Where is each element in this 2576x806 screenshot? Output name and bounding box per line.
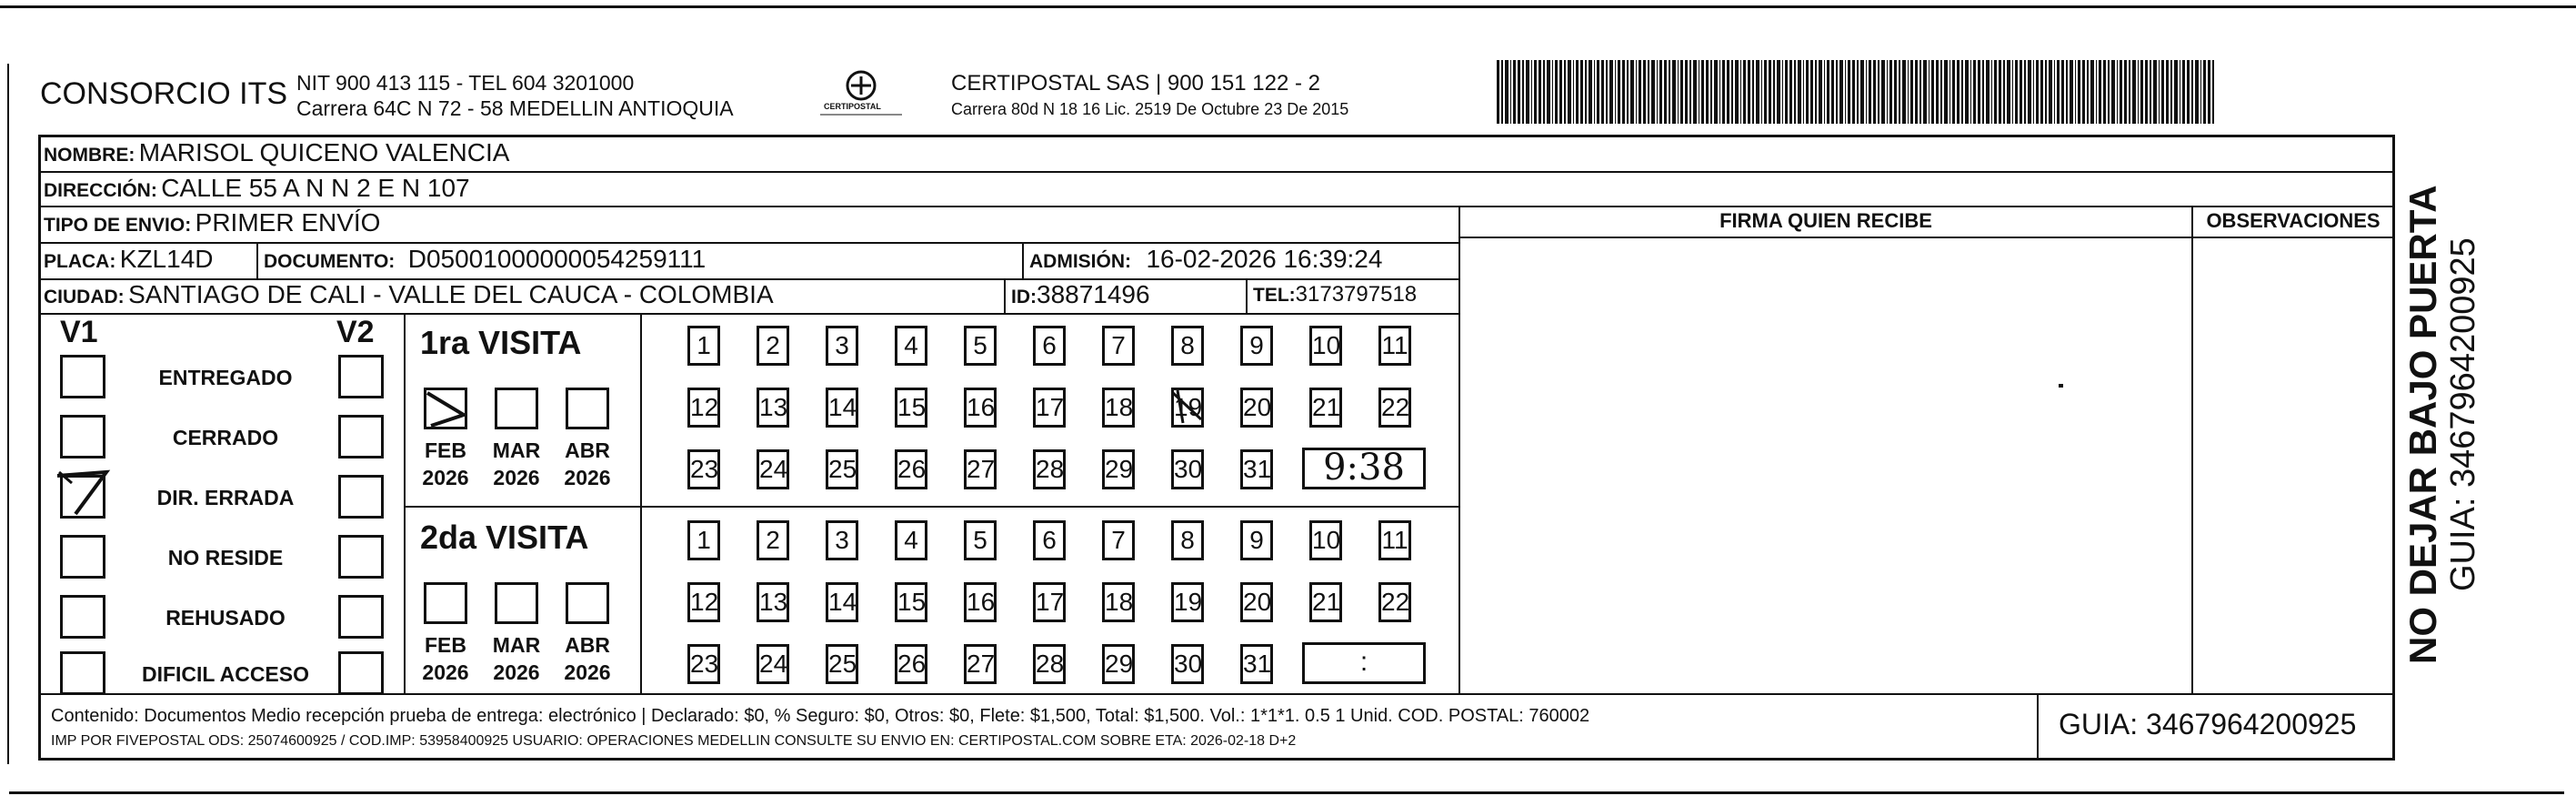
row-line-2 [38, 206, 2395, 207]
month-year: 2026 [493, 660, 540, 684]
day-box[interactable]: 31 [1240, 644, 1273, 684]
day-box[interactable]: 28 [1033, 644, 1066, 684]
day-box[interactable]: 24 [757, 449, 789, 489]
day-box[interactable]: 16 [964, 388, 997, 428]
documento-value: D05001000000054259111 [407, 245, 707, 273]
no-dejar-bajo-puerta: NO DEJAR BAJO PUERTA [2401, 185, 2444, 664]
id-divider [1004, 278, 1006, 313]
day-box[interactable]: 29 [1102, 449, 1135, 489]
visit-divider-line [404, 506, 1460, 508]
placa-value: KZL14D [119, 245, 214, 273]
day-box[interactable]: 11 [1378, 326, 1411, 366]
day-box[interactable]: 30 [1171, 644, 1204, 684]
company-address: Carrera 64C N 72 - 58 MEDELLIN ANTIOQUIA [296, 96, 734, 120]
ciudad-value: SANTIAGO DE CALI - VALLE DEL CAUCA - COLOMBIA [128, 280, 774, 308]
day-box[interactable]: 24 [757, 644, 789, 684]
footer-guia-divider [2037, 693, 2039, 761]
day-box[interactable]: 7 [1102, 326, 1135, 366]
day-box[interactable]: 6 [1033, 326, 1066, 366]
observaciones-right-line [2393, 206, 2395, 693]
day-box[interactable]: 1 [687, 326, 720, 366]
documento-label: DOCUMENTO: [264, 251, 396, 272]
company-name: CONSORCIO ITS [40, 76, 288, 111]
day-box[interactable]: 23 [687, 644, 720, 684]
day-box[interactable]: 19 [1171, 582, 1204, 622]
status-right-line [404, 313, 406, 693]
months-right-line [640, 313, 642, 693]
time-box[interactable]: 9:38 [1302, 448, 1426, 489]
day-box[interactable] [1171, 388, 1204, 428]
v2-checkbox-1[interactable] [338, 415, 384, 458]
day-box[interactable]: 20 [1240, 388, 1273, 428]
day-box[interactable]: 30 [1171, 449, 1204, 489]
month-name: ABR [565, 633, 610, 657]
row-line-1 [38, 171, 2395, 173]
nombre-value: MARISOL QUICENO VALENCIA [138, 138, 510, 166]
observaciones-header: OBSERVACIONES [2206, 209, 2381, 232]
day-box[interactable]: 20 [1240, 582, 1273, 622]
footer-guia: GUIA: 3467964200925 [2059, 708, 2357, 741]
time-box[interactable]: : [1302, 642, 1426, 684]
barcode [1497, 60, 2215, 124]
visit-title: 2da VISITA [420, 519, 589, 556]
day-box[interactable]: 17 [1033, 388, 1066, 428]
observaciones-left-line [2191, 206, 2193, 693]
visit-title: 1ra VISITA [420, 324, 582, 361]
status-label: DIFICIL ACCESO [141, 662, 309, 686]
day-box[interactable]: 2 [757, 520, 789, 560]
footer-content-line: Contenido: Documentos Medio recepción prueba de entrega: electrónico | Declarado: $0, % Seguro: $0, Otros: $0, Flete: $1,500, Total: $1,500. Vol.: 1*1*1. 0.5 1 Unid. COD. POSTAL: 760002 [51, 706, 1590, 726]
carrier-license: Carrera 80d N 18 16 Lic. 2519 De Octubre 23 De 2015 [951, 100, 1349, 118]
day-box[interactable]: 18 [1102, 582, 1135, 622]
day-box[interactable]: 14 [826, 388, 858, 428]
scan-speck [2059, 384, 2063, 388]
v2-checkbox-0[interactable] [338, 355, 384, 398]
placa-divider [256, 242, 258, 278]
day-box[interactable]: 7 [1102, 520, 1135, 560]
admision-divider [1022, 242, 1024, 278]
day-box[interactable]: 3 [826, 520, 858, 560]
month-checkbox-abr[interactable] [566, 388, 609, 429]
footer-print-line: IMP POR FIVEPOSTAL ODS: 25074600925 / COD.IMP: 53958400925 USUARIO: OPERACIONES MEDELLIN CONSULTE SU ENVIO EN: CERTIPOSTAL.COM SOBRE ETA: 2026-02-18 D+2 [51, 733, 1297, 749]
month-checkbox-feb[interactable] [424, 388, 467, 429]
firma-left-line [1458, 206, 1460, 693]
company-nit-tel: NIT 900 413 115 - TEL 604 3201000 [296, 71, 635, 95]
v2-checkbox-3[interactable] [338, 535, 384, 579]
day-box[interactable]: 8 [1171, 520, 1204, 560]
day-box[interactable]: 27 [964, 449, 997, 489]
status-label: ENTREGADO [158, 366, 293, 389]
day-box[interactable]: 3 [826, 326, 858, 366]
day-number: 19 [1174, 393, 1203, 421]
direccion-label: DIRECCIÓN: [44, 180, 157, 201]
month-name: FEB [425, 633, 466, 657]
day-box[interactable]: 6 [1033, 520, 1066, 560]
month-checkbox-mar[interactable] [495, 582, 538, 624]
day-box[interactable]: 9 [1240, 520, 1273, 560]
day-box[interactable]: 11 [1378, 520, 1411, 560]
day-box[interactable]: 1 [687, 520, 720, 560]
month-year: 2026 [422, 660, 469, 684]
firma-header: FIRMA QUIEN RECIBE [1719, 209, 1932, 232]
day-box[interactable]: 5 [964, 326, 997, 366]
direccion-value: CALLE 55 A N N 2 E N 107 [161, 174, 470, 202]
scan-left-border [7, 64, 9, 764]
day-box[interactable]: 12 [687, 388, 720, 428]
day-box[interactable]: 26 [895, 644, 927, 684]
id-value: 38871496 [1037, 280, 1150, 308]
day-box[interactable]: 12 [687, 582, 720, 622]
day-box[interactable]: 4 [895, 326, 927, 366]
ciudad-label: CIUDAD: [44, 287, 125, 307]
tipo-envio-value: PRIMER ENVÍO [195, 208, 381, 237]
day-box[interactable]: 29 [1102, 644, 1135, 684]
month-year: 2026 [564, 466, 611, 489]
day-box[interactable]: 5 [964, 520, 997, 560]
day-box[interactable]: 4 [895, 520, 927, 560]
day-box[interactable]: 25 [826, 449, 858, 489]
day-box[interactable]: 18 [1102, 388, 1135, 428]
day-box[interactable]: 16 [964, 582, 997, 622]
day-box[interactable]: 10 [1309, 326, 1342, 366]
scan-top-border [0, 5, 2576, 8]
scan-bottom-border [9, 791, 2564, 794]
day-box[interactable]: 23 [687, 449, 720, 489]
status-label: REHUSADO [165, 606, 286, 630]
admision-label: ADMISIÓN: [1029, 251, 1131, 272]
status-label: DIR. ERRADA [156, 486, 295, 509]
day-box[interactable]: 21 [1309, 582, 1342, 622]
month-name: ABR [565, 438, 610, 462]
footer-line [38, 693, 2395, 695]
month-year: 2026 [493, 466, 540, 489]
v2-checkbox-2[interactable] [338, 475, 384, 519]
month-checkbox-abr[interactable] [566, 582, 609, 624]
id-label: ID: [1011, 287, 1037, 307]
day-box[interactable]: 27 [964, 644, 997, 684]
month-checkbox-feb[interactable] [424, 582, 467, 624]
admision-value: 16-02-2026 16:39:24 [1146, 245, 1383, 273]
v2-header: V2 [336, 315, 375, 349]
row-line-3 [38, 242, 1460, 244]
month-name: FEB [425, 438, 466, 462]
day-box[interactable]: 8 [1171, 326, 1204, 366]
logo-text: CERTIPOSTAL [824, 102, 881, 111]
tel-divider [1246, 278, 1248, 313]
day-box[interactable]: 13 [757, 582, 789, 622]
day-box[interactable]: 9 [1240, 326, 1273, 366]
nombre-label: NOMBRE: [44, 145, 135, 166]
month-checkbox-mar[interactable] [495, 388, 538, 429]
tel-label: TEL: [1253, 285, 1296, 306]
day-box[interactable]: 2 [757, 326, 789, 366]
status-label: CERRADO [172, 426, 279, 449]
day-box[interactable]: 10 [1309, 520, 1342, 560]
day-box[interactable]: 28 [1033, 449, 1066, 489]
certipostal-logo [811, 67, 911, 122]
day-box[interactable]: 15 [895, 582, 927, 622]
day-box[interactable]: 22 [1378, 582, 1411, 622]
tipo-envio-label: TIPO DE ENVIO: [44, 215, 192, 236]
status-label: NO RESIDE [167, 546, 284, 569]
v2-checkbox-5[interactable] [338, 651, 384, 695]
month-name: MAR [492, 438, 541, 462]
day-box[interactable]: 22 [1378, 388, 1411, 428]
tel-value: 3173797518 [1295, 282, 1418, 307]
day-box[interactable]: 21 [1309, 388, 1342, 428]
day-box[interactable]: 15 [895, 388, 927, 428]
side-guia: GUIA: 3467964200925 [2444, 237, 2482, 591]
day-box[interactable]: 26 [895, 449, 927, 489]
v1-header: V1 [60, 315, 98, 349]
month-year: 2026 [422, 466, 469, 489]
carrier-name: CERTIPOSTAL SAS | 900 151 122 - 2 [951, 71, 1320, 96]
day-box[interactable]: 13 [757, 388, 789, 428]
row-line-5 [38, 313, 1460, 315]
day-box[interactable]: 14 [826, 582, 858, 622]
month-name: MAR [492, 633, 541, 657]
column-header-line [1460, 237, 2395, 238]
v2-checkbox-4[interactable] [338, 595, 384, 639]
placa-label: PLACA: [44, 251, 116, 272]
day-box[interactable]: 17 [1033, 582, 1066, 622]
day-box[interactable]: 25 [826, 644, 858, 684]
day-box[interactable]: 31 [1240, 449, 1273, 489]
month-year: 2026 [564, 660, 611, 684]
